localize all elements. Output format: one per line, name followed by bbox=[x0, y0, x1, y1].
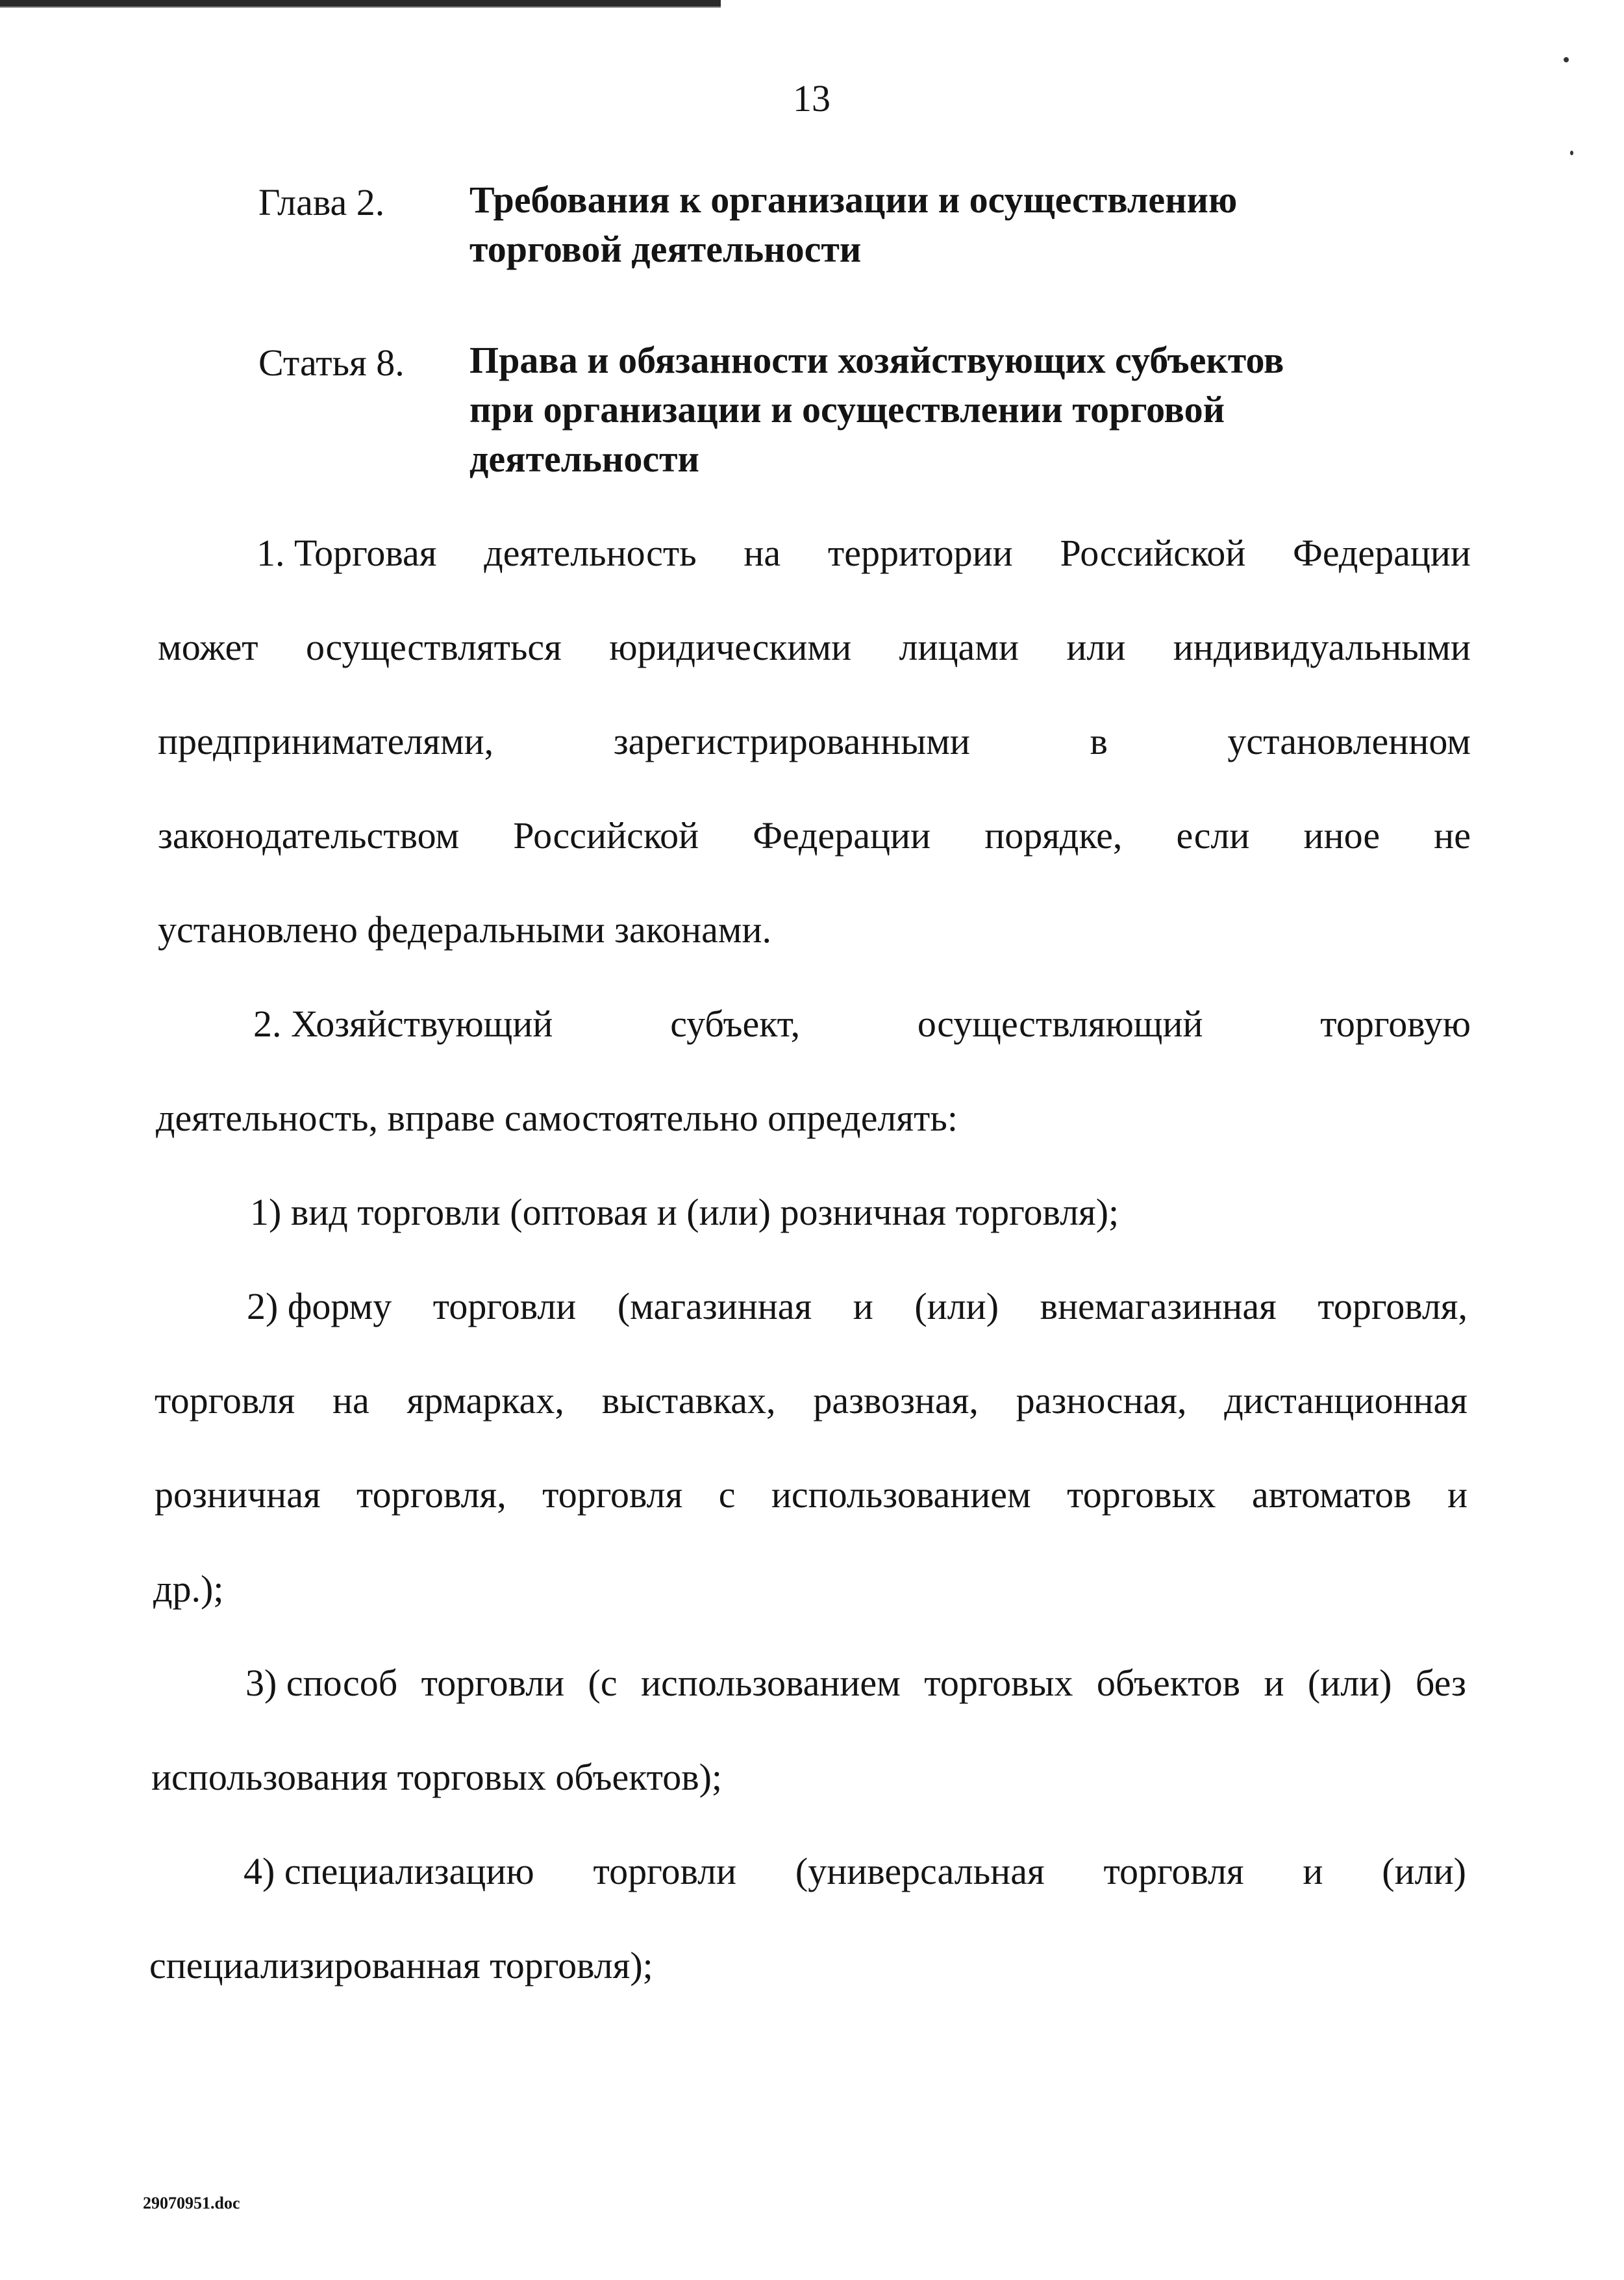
scan-top-edge bbox=[0, 0, 721, 6]
paragraph-2-line-2: деятельность, вправе самостоятельно определять: bbox=[156, 1097, 958, 1139]
article-title-line: деятельности bbox=[469, 438, 699, 480]
paragraph-1-line-2: может осуществляться юридическими лицами или индивидуальными bbox=[158, 626, 1471, 668]
list-item-2-line-3: розничная торговля, торговля с использованием торговых автоматов и bbox=[155, 1473, 1468, 1516]
scan-speck bbox=[1564, 57, 1569, 62]
footer-doc-filename: 29070951.doc bbox=[143, 2194, 240, 2212]
scan-speck bbox=[1570, 151, 1573, 155]
list-item-3-line-2: использования торговых объектов); bbox=[151, 1756, 723, 1798]
list-item-1: 1) вид торговли (оптовая и (или) розничная торговля); bbox=[250, 1191, 1119, 1233]
chapter-title bbox=[469, 175, 1508, 274]
list-item-4-line-2: специализированная торговля); bbox=[149, 1944, 653, 1986]
scan-top-edge-shadow bbox=[0, 6, 721, 8]
list-item-2-line-2: торговля на ярмарках, выставках, развозная, разносная, дистанционная bbox=[155, 1379, 1468, 1422]
paragraph-1-line-3: предпринимателями, зарегистрированными в установленном bbox=[158, 720, 1471, 762]
article-title bbox=[469, 336, 1508, 484]
list-item-2-line-1: 2) форму торговли (магазинная и (или) внемагазинная торговля, bbox=[247, 1285, 1468, 1327]
chapter-title-line: торговой деятельности bbox=[469, 228, 862, 270]
chapter-label: Глава 2. bbox=[258, 181, 385, 223]
paragraph-1-line-5: установлено федеральными законами. bbox=[158, 908, 772, 951]
list-item-4-line-1: 4) специализацию торговли (универсальная торговля и (или) bbox=[244, 1850, 1466, 1892]
list-item-3-line-1: 3) способ торговли (с использованием торговых объектов и (или) без bbox=[245, 1662, 1466, 1704]
paragraph-1-line-4: законодательством Российской Федерации порядке, если иное не bbox=[158, 814, 1471, 857]
paragraph-2-line-1: 2. Хозяйствующий субъект, осуществляющий торговую bbox=[253, 1003, 1471, 1045]
article-title-line: при организации и осуществлении торговой bbox=[469, 388, 1225, 431]
page-number: 13 bbox=[793, 77, 831, 119]
paragraph-1-line-1: 1. Торговая деятельность на территории Российской Федерации bbox=[256, 532, 1471, 574]
list-item-2-line-4: др.); bbox=[153, 1568, 224, 1610]
chapter-title-line: Требования к организации и осуществлению bbox=[469, 179, 1238, 221]
article-label: Статья 8. bbox=[258, 342, 405, 384]
article-title-line: Права и обязанности хозяйствующих субъектов bbox=[469, 339, 1284, 381]
